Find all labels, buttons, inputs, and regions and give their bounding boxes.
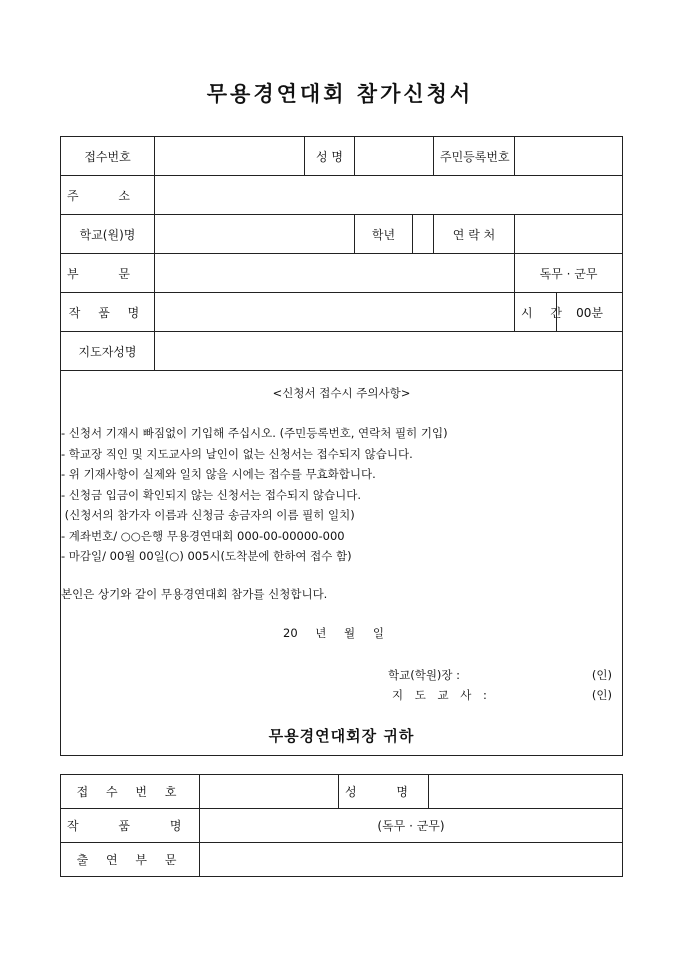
receipt-name-field[interactable] [429, 775, 623, 809]
name-field[interactable] [355, 137, 434, 176]
address-field[interactable] [155, 176, 623, 215]
grade-label: 학년 [355, 215, 413, 254]
contact-label: 연 락 처 [434, 215, 515, 254]
notice-item: - 마감일/ 00월 00일(○) 005시(도착분에 한하여 접수 함) [61, 549, 352, 563]
receipt-work-value[interactable]: (독무 · 군무) [200, 809, 623, 843]
reception-no-field[interactable] [155, 137, 305, 176]
time-value[interactable]: 00분 [557, 293, 623, 332]
notice-list [61, 423, 448, 567]
date-line[interactable]: 20 년 월 일 [283, 626, 384, 640]
reception-no-label: 접수번호 [61, 137, 155, 176]
division-label: 부 문 [61, 254, 155, 293]
pledge-text: 본인은 상기와 같이 무용경연대회 참가를 신청합니다. [61, 587, 328, 601]
principal-seal[interactable]: (인) [591, 668, 612, 682]
grade-field[interactable] [413, 215, 434, 254]
address-label: 주 소 [61, 176, 155, 215]
notice-item: - 신청서 기재시 빠짐없이 기입해 주십시오. (주민등록번호, 연락처 필히 기입) [61, 426, 448, 440]
page-title: 무용경연대회 참가신청서 [206, 81, 474, 106]
notice-item: - 신청금 입금이 확인되지 않는 신청서는 접수되지 않습니다. [61, 487, 362, 502]
notice-section [61, 371, 623, 756]
notice-item: - 계좌번호/ ○○은행 무용경연대회 000-00-00000-000 [61, 528, 345, 543]
work-title-label: 작 품 명 [61, 293, 155, 332]
receipt-reception-no-field[interactable] [200, 775, 339, 809]
receipt-division-label: 출 연 부 문 [61, 843, 200, 877]
addressee: 무용경연대회장 귀하 [268, 727, 415, 745]
notice-title: <신청서 접수시 주의사항> [272, 386, 411, 400]
name-label: 성 명 [305, 137, 355, 176]
notice-item: - 학교장 직인 및 지도교사의 날인이 없는 신청서는 접수되지 않습니다. [61, 446, 413, 461]
time-label: 시 간 [515, 293, 557, 332]
receipt-work-title-label: 작 품 명 [61, 809, 200, 843]
teacher-sign-label: 지 도 교 사 : [392, 688, 491, 702]
receipt-table [60, 774, 623, 877]
notice-item: - 위 기재사항이 실제와 일치 않을 시에는 접수를 무효화합니다. [61, 467, 376, 481]
receipt-division-field[interactable] [200, 843, 623, 877]
application-form-table [60, 136, 623, 756]
receipt-name-label: 성 명 [339, 775, 429, 809]
receipt-reception-no-label: 접 수 번 호 [61, 775, 200, 809]
instructor-field[interactable] [155, 332, 623, 371]
school-label: 학교(원)명 [61, 215, 155, 254]
work-title-field[interactable] [155, 293, 515, 332]
teacher-seal[interactable]: (인) [591, 688, 612, 702]
school-field[interactable] [155, 215, 355, 254]
resident-no-field[interactable] [515, 137, 623, 176]
instructor-label: 지도자성명 [61, 332, 155, 371]
resident-no-label: 주민등록번호 [434, 137, 515, 176]
division-value[interactable]: 독무 · 군무 [515, 254, 623, 293]
contact-field[interactable] [515, 215, 623, 254]
division-field[interactable] [155, 254, 515, 293]
principal-sign-label: 학교(학원)장 : [388, 668, 461, 682]
notice-item: (신청서의 참가자 이름과 신청금 송금자의 이름 필히 일치) [61, 508, 355, 522]
